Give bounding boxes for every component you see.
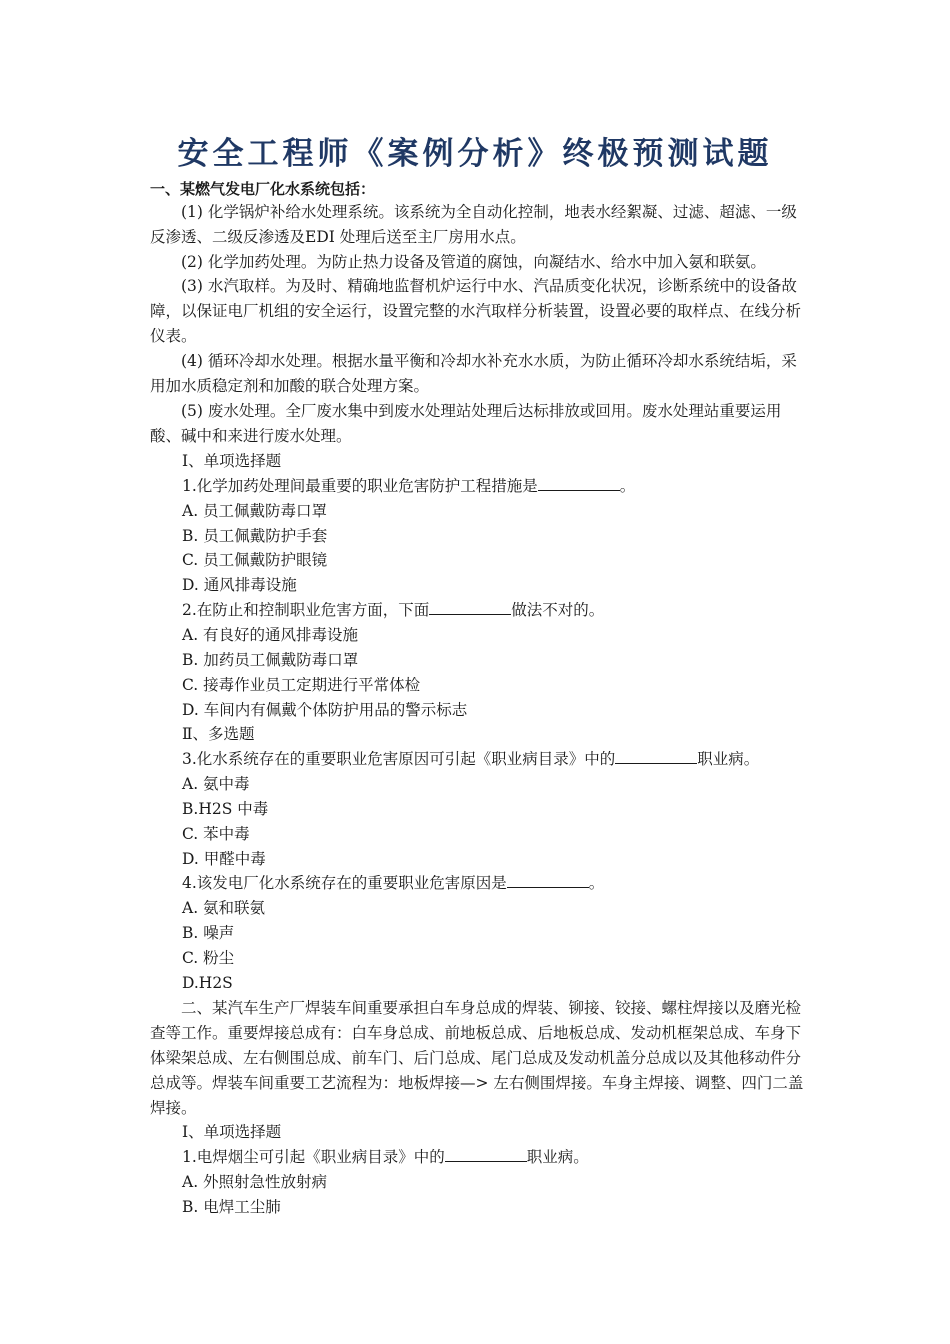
case1-item-3: (3) 水汽取样。为及时、精确地监督机炉运行中水、汽品质变化状况，诊断系统中的设备故障，以保证电厂机组的安全运行，设置完整的水汽取样分析装置，设置必要的取样点、在线分析仪表。 — [150, 277, 802, 345]
answer-blank — [538, 474, 620, 491]
case1-single-choice-header: Ⅰ、单项选择题 — [182, 452, 282, 470]
case1-q3-option-c: C. 苯中毒 — [182, 825, 250, 843]
case1-q1-option-b: B. 员工佩戴防护手套 — [182, 527, 328, 545]
case1-q1-option-d: D. 通风排毒设施 — [182, 576, 297, 594]
case1-q4-option-a: A. 氨和联氨 — [182, 899, 266, 917]
case1-q3-stem — [182, 747, 759, 772]
answer-blank — [615, 747, 697, 764]
q2-stem-text: 2.在防止和控制职业危害方面，下面 — [182, 601, 430, 619]
document-title: 安全工程师《案例分析》终极预测试题 — [177, 136, 773, 172]
case1-q4-option-d: D.H2S — [182, 974, 233, 992]
case2-q1-stem-text: 1.电焊烟尘可引起《职业病目录》中的 — [182, 1148, 445, 1166]
case1-q1-option-a: A. 员工佩戴防毒口罩 — [182, 502, 328, 520]
case1-multi-choice-header: Ⅱ、多选题 — [182, 725, 255, 743]
q1-stem-end: 。 — [619, 477, 636, 495]
case1-q2-option-a: A. 有良好的通风排毒设施 — [182, 626, 359, 644]
case1-item-5: (5) 废水处理。全厂废水集中到废水处理站处理后达标排放或回用。废水处理站重要运用酸、碱中和来进行废水处理。 — [150, 402, 782, 445]
case1-q3-option-d: D. 甲醛中毒 — [182, 850, 266, 868]
case1-q2-option-d: D. 车间内有佩戴个体防护用品的警示标志 — [182, 701, 468, 719]
case1-heading: 一、某燃气发电厂化水系统包括： — [150, 180, 376, 198]
case1-q4-stem — [182, 871, 604, 896]
case1-q1-option-c: C. 员工佩戴防护眼镜 — [182, 551, 328, 569]
case1-q2-option-c: C. 接毒作业员工定期进行平常体检 — [182, 676, 421, 694]
answer-blank — [429, 598, 511, 615]
answer-blank — [445, 1145, 527, 1162]
case1-item-1: (1) 化学锅炉补给水处理系统。该系统为全自动化控制，地表水经絮凝、过滤、超滤、一级反渗透、二级反渗透及EDI 处理后送至主厂房用水点。 — [150, 203, 797, 246]
case1-item-4: (4) 循环冷却水处理。根据水量平衡和冷却水补充水水质，为防止循环冷却水系统结垢，采用加水质稳定剂和加酸的联合处理方案。 — [150, 352, 797, 395]
answer-blank — [507, 871, 589, 888]
case2-single-choice-header: Ⅰ、单项选择题 — [182, 1123, 282, 1141]
case2-q1-option-b: B. 电焊工尘肺 — [182, 1198, 281, 1216]
case1-q2-option-b: B. 加药员工佩戴防毒口罩 — [182, 651, 359, 669]
case2-q1-stem — [182, 1145, 589, 1170]
case2-q1-option-a: A. 外照射急性放射病 — [182, 1173, 328, 1191]
case1-q1-stem — [182, 474, 635, 499]
case2-intro: 二、某汽车生产厂焊装车间重要承担白车身总成的焊装、铆接、铰接、螺柱焊接以及磨光检查等工作。重要焊接总成有：白车身总成、前地板总成、后地板总成、发动机框架总成、车身下体梁架总成、左右侧围总成、前车门、后门总成、尾门总成及发动机盖分总成以及其他移动件分总成等。焊装车间重要工艺流程为：地板焊接—> 左右侧围焊接。车身主焊接、调整、四门二盖焊接。 — [150, 999, 804, 1117]
q3-stem-end: 职业病。 — [697, 750, 760, 768]
q4-stem-text: 4.该发电厂化水系统存在的重要职业危害原因是 — [182, 874, 507, 892]
case1-q4-option-c: C. 粉尘 — [182, 949, 235, 967]
case1-item-2: (2) 化学加药处理。为防止热力设备及管道的腐蚀，向凝结水、给水中加入氨和联氨。 — [181, 253, 766, 271]
q2-stem-end: 做法不对的。 — [511, 601, 605, 619]
case2-q1-stem-end: 职业病。 — [526, 1148, 589, 1166]
q4-stem-end: 。 — [588, 874, 605, 892]
q1-stem-text: 1.化学加药处理间最重要的职业危害防护工程措施是 — [182, 477, 538, 495]
case1-q2-stem — [182, 598, 604, 623]
q3-stem-text: 3.化水系统存在的重要职业危害原因可引起《职业病目录》中的 — [182, 750, 616, 768]
case1-q4-option-b: B. 噪声 — [182, 924, 235, 942]
case1-q3-option-b: B.H2S 中毒 — [182, 800, 269, 818]
case1-q3-option-a: A. 氨中毒 — [182, 775, 250, 793]
